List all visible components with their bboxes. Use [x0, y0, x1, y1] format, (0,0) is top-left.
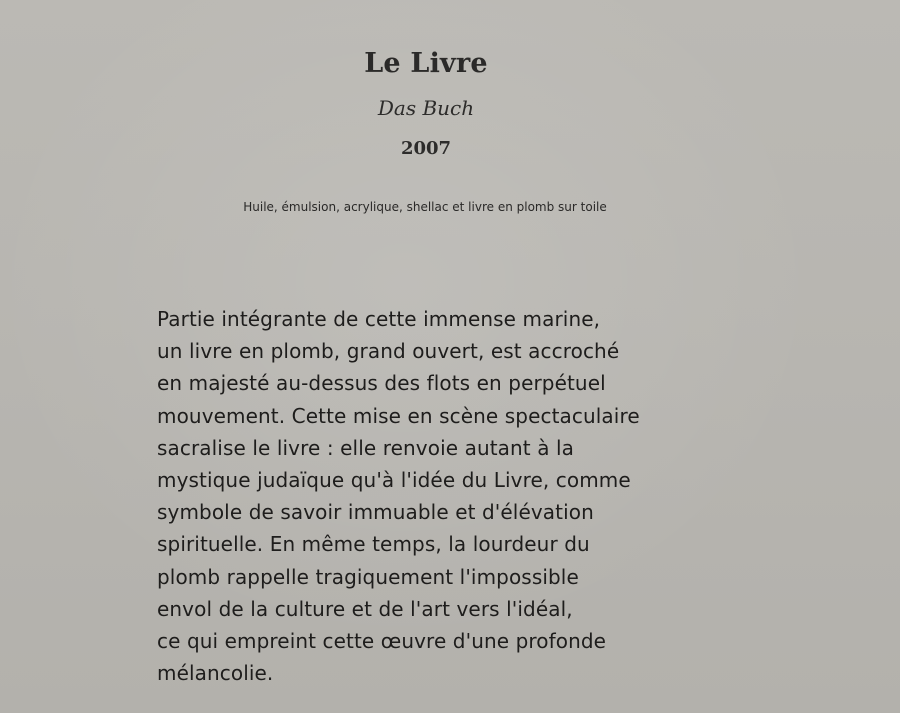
description-line: sacralise le livre : elle renvoie autant à la — [157, 435, 575, 460]
artwork-year: 2007 — [400, 138, 452, 159]
description-line: un livre en plomb, grand ouvert, est accroché — [157, 339, 620, 364]
description-line: spirituelle. En même temps, la lourdeur du — [157, 532, 590, 557]
artwork-description — [157, 303, 777, 689]
description-line: en majesté au-dessus des flots en perpétuel — [157, 371, 606, 396]
description-line: symbole de savoir immuable et d'élévation — [157, 500, 594, 525]
description-line: envol de la culture et de l'art vers l'idéal, — [157, 596, 573, 621]
description-line: mélancolie. — [157, 661, 274, 686]
artwork-title: Le Livre — [364, 48, 488, 79]
description-line: mouvement. Cette mise en scène spectaculaire — [157, 403, 640, 428]
artwork-subtitle: Das Buch — [377, 96, 475, 120]
description-line: ce qui empreint cette œuvre d'une profonde — [157, 629, 607, 654]
description-line: mystique judaïque qu'à l'idée du Livre, comme — [157, 468, 631, 493]
description-line: Partie intégrante de cette immense marine, — [157, 307, 601, 331]
artwork-medium: Huile, émulsion, acrylique, shellac et livre en plomb sur toile — [243, 200, 607, 214]
description-line: plomb rappelle tragiquement l'impossible — [157, 564, 579, 589]
